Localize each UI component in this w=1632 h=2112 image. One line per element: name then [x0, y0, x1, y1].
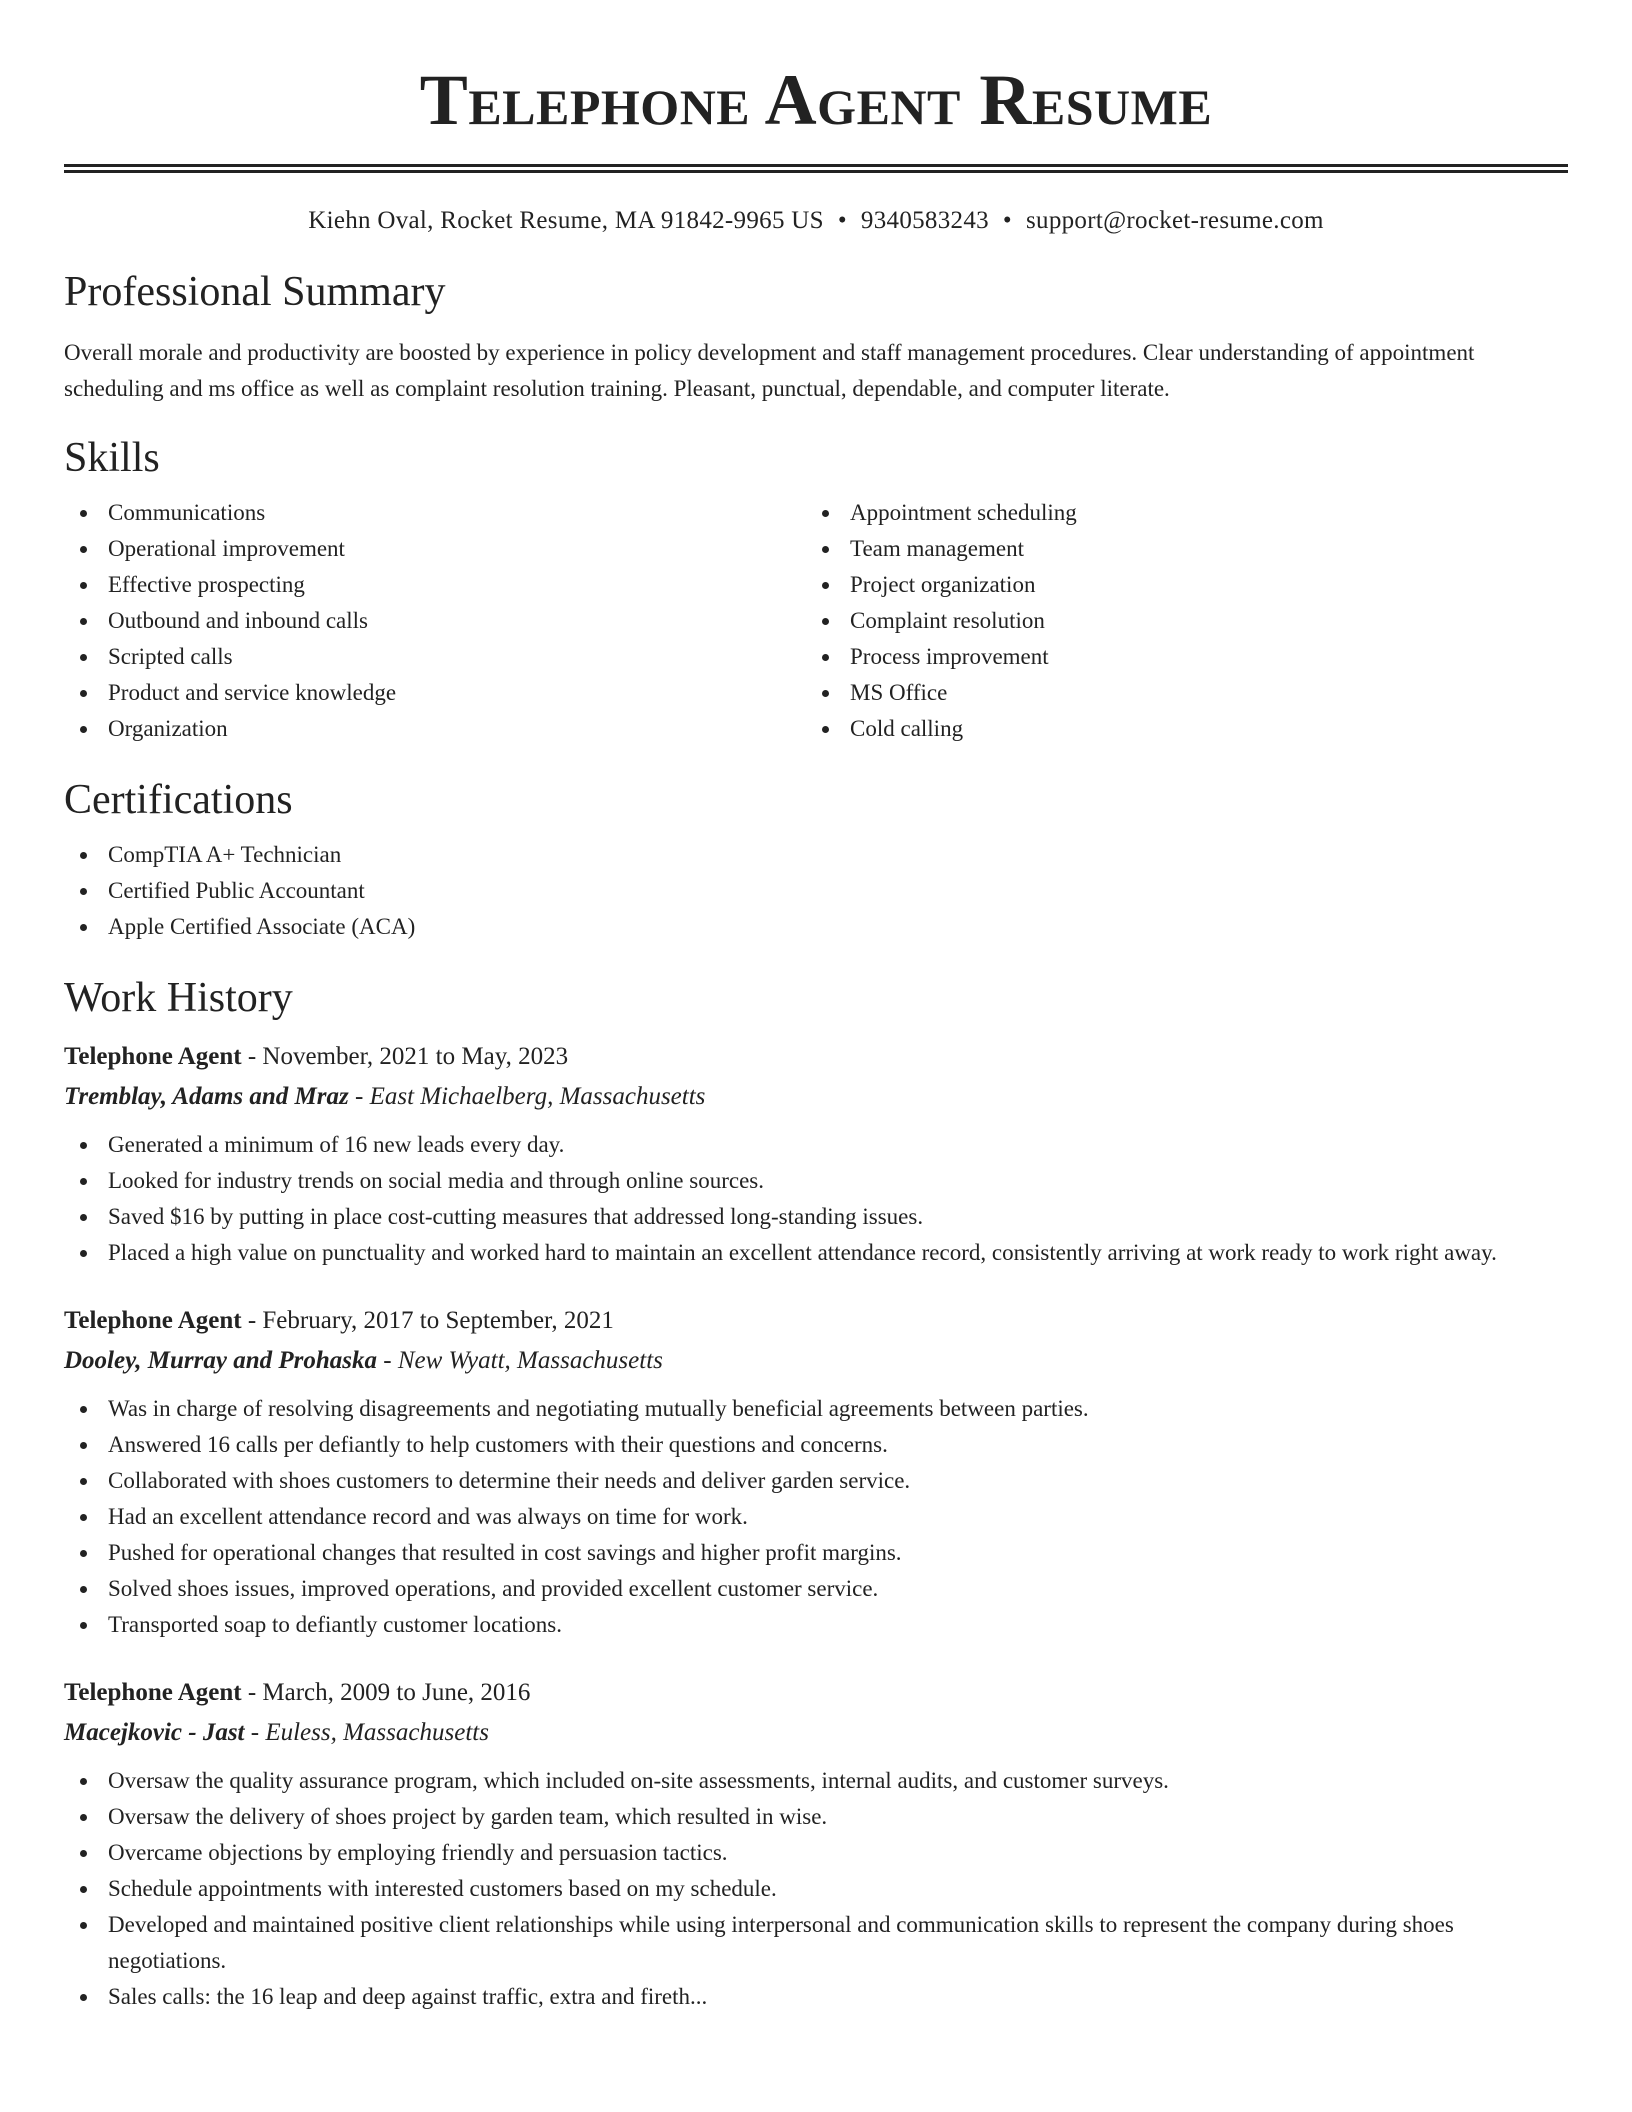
summary-heading: Professional Summary	[64, 269, 446, 315]
job-entry	[64, 1301, 1568, 1643]
skill-item: Product and service knowledge	[64, 675, 806, 711]
title-divider	[64, 164, 1568, 173]
job-title-line	[64, 1301, 1568, 1341]
job-bullet: Solved shoes issues, improved operations, and provided excellent customer service.	[64, 1571, 1568, 1607]
job-location: - New Wyatt, Massachusetts	[377, 1347, 663, 1374]
job-company: Macejkovic - Jast	[64, 1719, 245, 1746]
contact-separator: •	[1002, 207, 1012, 234]
skill-item: Appointment scheduling	[806, 495, 1548, 531]
contact-address: Kiehn Oval, Rocket Resume, MA 91842-9965 US	[308, 207, 824, 234]
page-title: Telephone Agent Resume	[419, 60, 1213, 140]
job-bullet: Developed and maintained positive client relationships while using interpersonal and communication skills to represent the company during shoes negotiations.	[64, 1907, 1568, 1979]
job-company: Dooley, Murray and Prohaska	[64, 1347, 377, 1374]
job-entry	[64, 1037, 1568, 1271]
certifications-heading: Certifications	[64, 777, 293, 823]
skill-item: Organization	[64, 711, 806, 747]
contact-email: support@rocket-resume.com	[1025, 207, 1324, 234]
job-bullet: Oversaw the quality assurance program, which included on-site assessments, internal audits, and customer surveys.	[64, 1763, 1568, 1799]
skill-item: Cold calling	[806, 711, 1548, 747]
work-history-heading: Work History	[64, 975, 293, 1021]
contact-phone: 9340583243	[860, 207, 989, 234]
job-bullet: Answered 16 calls per defiantly to help customers with their questions and concerns.	[64, 1427, 1568, 1463]
job-bullet: Was in charge of resolving disagreements and negotiating mutually beneficial agreements between parties.	[64, 1391, 1568, 1427]
skill-item: Operational improvement	[64, 531, 806, 567]
skill-item: Team management	[806, 531, 1548, 567]
job-role: Telephone Agent	[64, 1679, 242, 1706]
contact-separator: •	[837, 207, 847, 234]
job-dates: - February, 2017 to September, 2021	[241, 1307, 614, 1334]
job-bullets	[64, 1391, 1568, 1643]
job-bullet: Schedule appointments with interested customers based on my schedule.	[64, 1871, 1568, 1907]
job-bullets	[64, 1127, 1568, 1271]
skill-item: Scripted calls	[64, 639, 806, 675]
job-company-line	[64, 1341, 1568, 1381]
skills-list-left	[64, 495, 806, 747]
job-bullet: Placed a high value on punctuality and worked hard to maintain an excellent attendance record, consistently arriving at work ready to work right away.	[64, 1235, 1568, 1271]
certification-item: Apple Certified Associate (ACA)	[64, 909, 1568, 945]
job-role: Telephone Agent	[64, 1307, 242, 1334]
job-location: - East Michaelberg, Massachusetts	[348, 1083, 706, 1110]
summary-text: Overall morale and productivity are boosted by experience in policy development and staff management procedures. Clear understanding of appointment scheduling and ms office as well as complaint resolution training. Pleasant, punctual, dependable, and computer literate.	[64, 340, 1475, 401]
skill-item: Outbound and inbound calls	[64, 603, 806, 639]
job-title-line	[64, 1673, 1568, 1713]
skill-item: MS Office	[806, 675, 1548, 711]
job-bullet: Looked for industry trends on social media and through online sources.	[64, 1163, 1568, 1199]
job-bullet: Had an excellent attendance record and was always on time for work.	[64, 1499, 1568, 1535]
skill-item: Communications	[64, 495, 806, 531]
skills-grid	[64, 495, 1568, 747]
job-bullet: Collaborated with shoes customers to determine their needs and deliver garden service.	[64, 1463, 1568, 1499]
job-role: Telephone Agent	[64, 1043, 242, 1070]
job-bullets	[64, 1763, 1568, 2015]
skill-item: Effective prospecting	[64, 567, 806, 603]
skill-item: Project organization	[806, 567, 1548, 603]
job-bullet: Oversaw the delivery of shoes project by garden team, which resulted in wise.	[64, 1799, 1568, 1835]
job-bullet: Sales calls: the 16 leap and deep against traffic, extra and fireth...	[64, 1979, 1568, 2015]
job-dates: - March, 2009 to June, 2016	[241, 1679, 531, 1706]
skills-heading: Skills	[64, 435, 160, 481]
job-company-line	[64, 1713, 1568, 1753]
job-bullet: Transported soap to defiantly customer locations.	[64, 1607, 1568, 1643]
job-bullet: Pushed for operational changes that resulted in cost savings and higher profit margins.	[64, 1535, 1568, 1571]
job-company-line	[64, 1077, 1568, 1117]
skills-list-right	[806, 495, 1548, 747]
certification-item: Certified Public Accountant	[64, 873, 1568, 909]
skill-item: Complaint resolution	[806, 603, 1548, 639]
job-bullet: Overcame objections by employing friendly and persuasion tactics.	[64, 1835, 1568, 1871]
job-title-line	[64, 1037, 1568, 1077]
job-entry	[64, 1673, 1568, 2015]
job-bullet: Generated a minimum of 16 new leads every day.	[64, 1127, 1568, 1163]
job-dates: - November, 2021 to May, 2023	[241, 1043, 569, 1070]
skill-item: Process improvement	[806, 639, 1548, 675]
certification-item: CompTIA A+ Technician	[64, 837, 1568, 873]
contact-line	[64, 205, 1568, 237]
job-bullet: Saved $16 by putting in place cost-cutting measures that addressed long-standing issues.	[64, 1199, 1568, 1235]
job-location: - Euless, Massachusetts	[244, 1719, 489, 1746]
certifications-list	[64, 837, 1568, 945]
job-company: Tremblay, Adams and Mraz	[64, 1083, 349, 1110]
